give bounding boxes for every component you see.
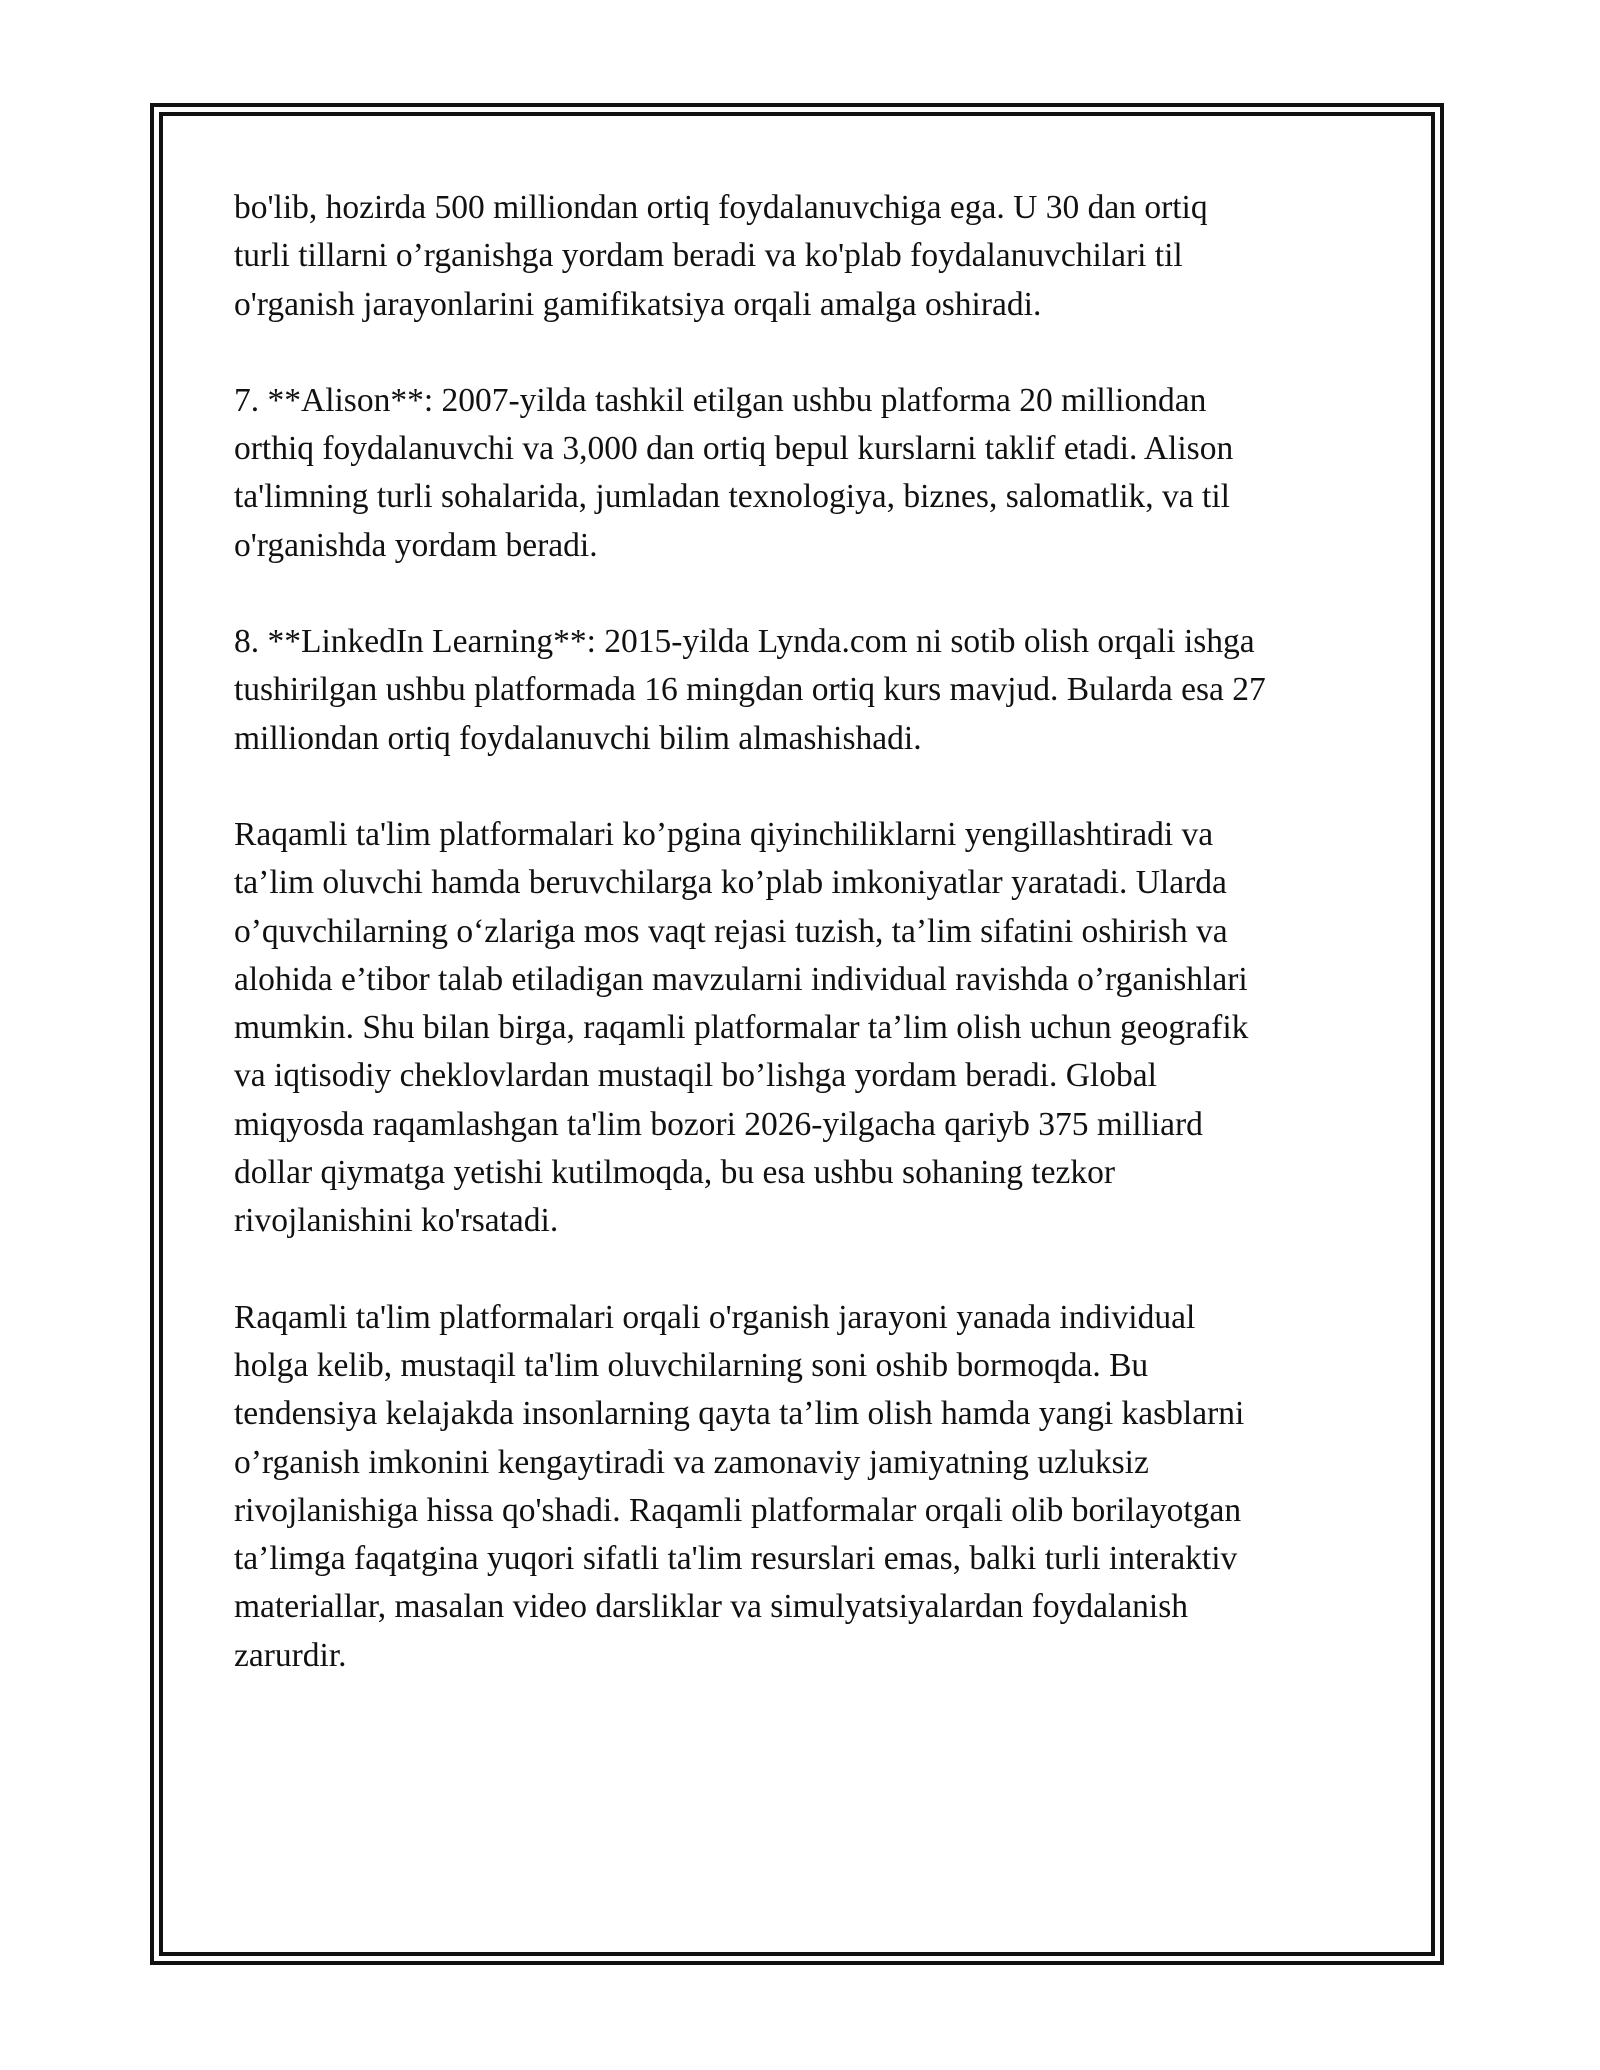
- paragraph-individual-learning: Raqamli ta'lim platformalari orqali o'rganish jarayoni yanada individual holga kelib, mustaqil ta'lim oluvchilarning soni oshib bormoqda. Bu tendensiya kelajakda insonlarning qayta ta’lim olish hamda yangi kasblarni o’rganish imkonini kengaytiradi va zamonaviy jamiyatning uzluksiz rivojlanishiga hissa qo'shadi. Raqamli platformalar orqali olib borilayotgan ta’limga faqatgina yuqori sifatli ta'lim resurslari emas, balki turli interaktiv materiallar, masalan video darsliklar va simulyatsiyalardan foydalanish zarurdir.: [234, 1298, 1245, 1674]
- paragraph-alison: 7. **Alison**: 2007-yilda tashkil etilgan ushbu platforma 20 milliondan orthiq foydalanuvchi va 3,000 dan ortiq bepul kurslarni taklif etadi. Alison ta'limning turli sohalarida, jumladan texnologiya, biznes, salomatlik, va til o'rganishda yordam beradi.: [234, 381, 1234, 564]
- paragraph-linkedin-learning: 8. **LinkedIn Learning**: 2015-yilda Lynda.com ni sotib olish orqali ishga tushirilgan ushbu platformada 16 mingdan ortiq kurs mavjud. Bularda esa 27 milliondan ortiq foydalanuvchi bilim almashishadi.: [234, 623, 1266, 757]
- paragraph-duolingo-continued: bo'lib, hozirda 500 milliondan ortiq foydalanuvchiga ega. U 30 dan ortiq turli tillarni o’rganishga yordam beradi va ko'plab foydalanuvchilari til o'rganish jarayonlarini gamifikatsiya orqali amalga oshiradi.: [234, 189, 1208, 323]
- page-content: [234, 184, 1364, 1728]
- paragraph-digital-platforms-benefits: Raqamli ta'lim platformalari ko’pgina qiyinchiliklarni yengillashtiradi va ta’lim oluvchi hamda beruvchilarga ko’plab imkoniyatlar yaratadi. Ularda o’quvchilarning o‘zlariga mos vaqt rejasi tuzish, ta’lim sifatini oshirish va alohida e’tibor talab etiladigan mavzularni individual ravishda o’rganishlari mumkin. Shu bilan birga, raqamli platformalar ta’lim olish uchun geografik va iqtisodiy cheklovlardan mustaqil bo’lishga yordam beradi. Global miqyosda raqamlashgan ta'lim bozori 2026-yilgacha qariyb 375 milliard dollar qiymatga yetishi kutilmoqda, bu esa ushbu sohaning tezkor rivojlanishini ko'rsatadi.: [234, 815, 1249, 1240]
